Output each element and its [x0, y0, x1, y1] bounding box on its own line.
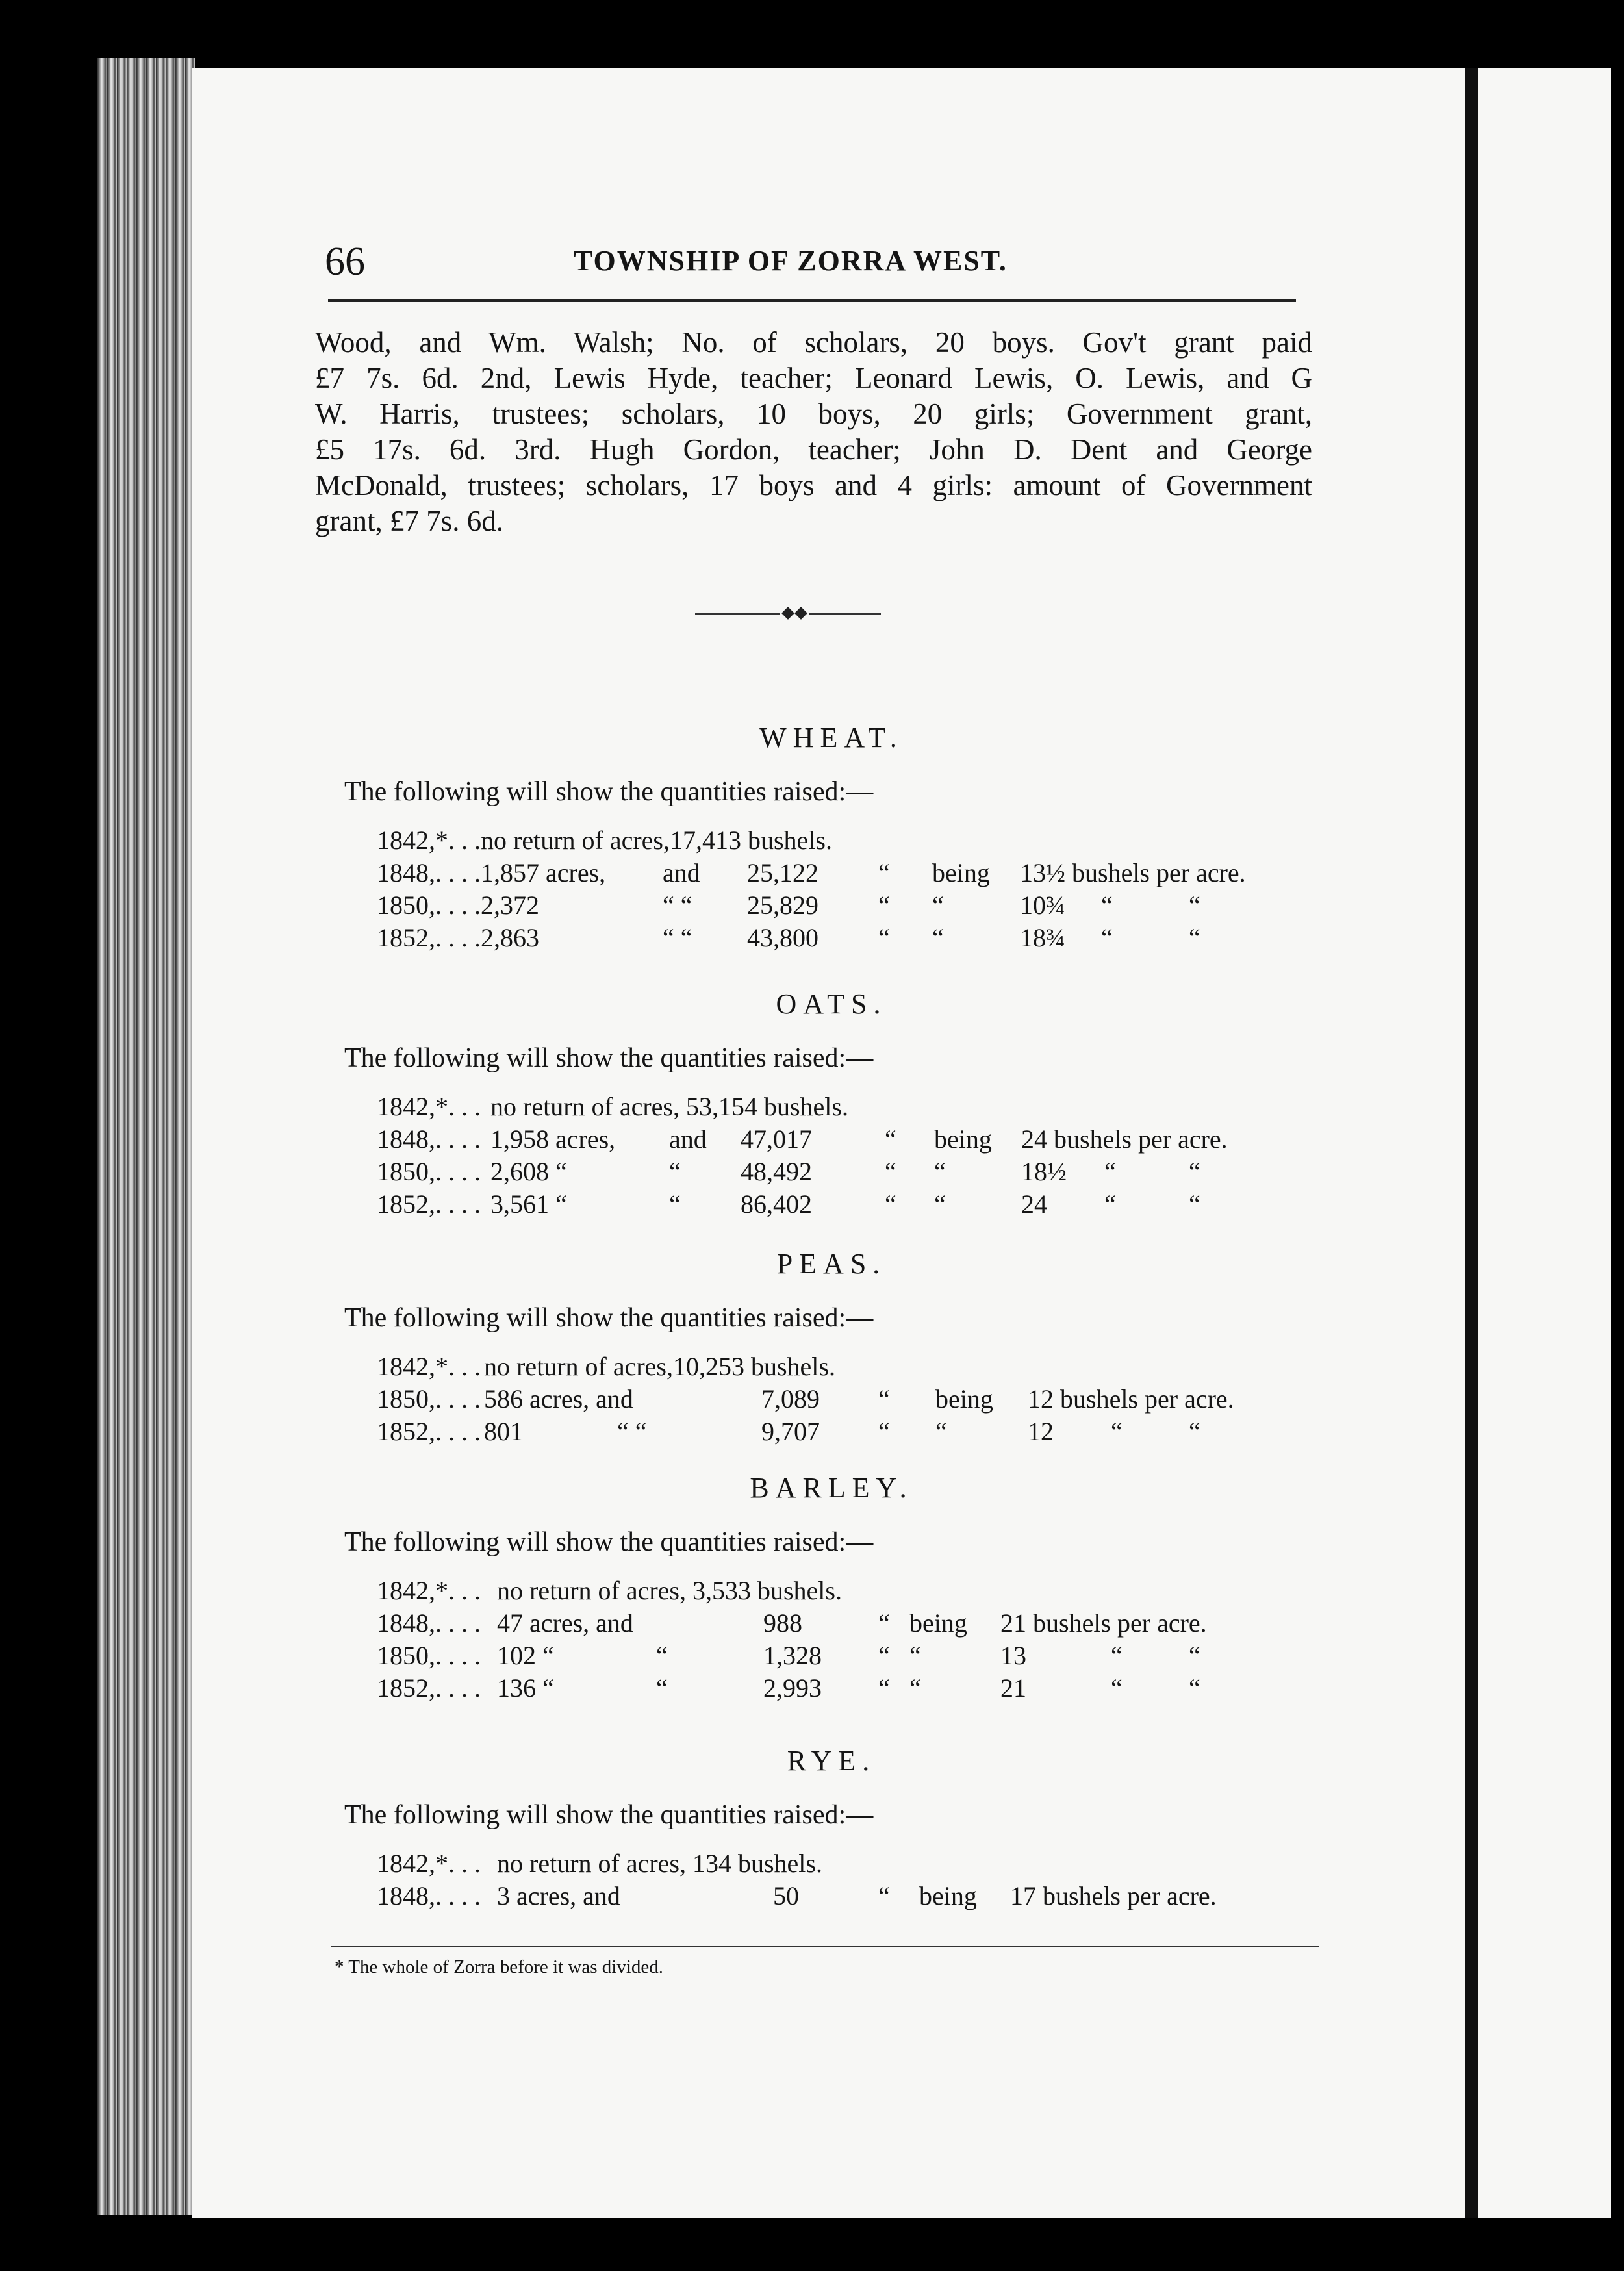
- row-and: “: [669, 1189, 681, 1219]
- row-acres: 136 “: [497, 1673, 554, 1703]
- row-rate: 17 bushels per acre.: [1010, 1881, 1217, 1910]
- row-bushels: 988: [763, 1608, 802, 1638]
- section-title: WHEAT.: [759, 722, 904, 754]
- row-rate: 13½ bushels per acre.: [1020, 858, 1246, 887]
- row-being: being: [932, 858, 990, 887]
- row-ditto: “: [878, 1384, 890, 1414]
- row-acres: 2,608 “: [490, 1157, 567, 1186]
- footnote-rule: [331, 1946, 1319, 1947]
- row-acres: 1,958 acres,: [490, 1124, 616, 1154]
- row-and: “ “: [617, 1417, 647, 1446]
- paragraph-line: grant, £7 7s. 6d.: [315, 505, 503, 537]
- row-d1: “: [1111, 1417, 1123, 1446]
- header-rule: [328, 299, 1296, 302]
- section-intro: The following will show the quantities raised:—: [344, 1303, 874, 1333]
- row-ditto: “: [878, 1641, 890, 1670]
- row-d2: “: [1189, 891, 1200, 920]
- data-row: [344, 1189, 1319, 1221]
- row-d2: “: [1189, 1417, 1200, 1446]
- row-rate: 13: [1000, 1641, 1026, 1670]
- row-being: “: [909, 1673, 921, 1703]
- row-d2: “: [1189, 1157, 1200, 1186]
- section-intro: The following will show the quantities raised:—: [344, 777, 874, 807]
- data-row: [344, 1640, 1319, 1673]
- row-ditto: “: [878, 891, 890, 920]
- page-gutter: [1465, 68, 1478, 2218]
- book-spine-edge: [97, 58, 195, 2215]
- section-title: OATS.: [776, 988, 887, 1020]
- data-row: [344, 857, 1319, 890]
- row-d2: “: [1189, 1673, 1200, 1703]
- row-acres: 102 “: [497, 1641, 554, 1670]
- row-rate: 18¾: [1020, 923, 1065, 952]
- section-title: RYE.: [787, 1745, 876, 1777]
- row-being: “: [934, 1157, 946, 1186]
- row-year: 1842,*. . .: [377, 1849, 481, 1878]
- row-year: 1850,. . . .: [377, 1157, 481, 1186]
- row-rate: 21: [1000, 1673, 1026, 1703]
- data-row: [344, 1351, 1319, 1384]
- school-paragraph: [315, 325, 1312, 539]
- row-year: 1842,*. . .: [377, 1092, 481, 1121]
- row-d1: “: [1104, 1157, 1116, 1186]
- row-year: 1848,. . . .: [377, 1124, 481, 1154]
- row-ditto: “: [878, 923, 890, 952]
- row-year: 1848,. . . .: [377, 858, 481, 887]
- row-acres: 3,561 “: [490, 1189, 567, 1219]
- row-and: “: [669, 1157, 681, 1186]
- row-and: “: [656, 1641, 668, 1670]
- row-and: “: [656, 1673, 668, 1703]
- row-d1: “: [1111, 1673, 1123, 1703]
- row-ditto: “: [885, 1189, 896, 1219]
- row-being: “: [932, 891, 944, 920]
- row-year: 1842,*. . .: [377, 1576, 481, 1605]
- row-bushels: 7,089: [761, 1384, 820, 1414]
- row-bushels: 50: [773, 1881, 799, 1910]
- section-ornament: [695, 604, 890, 624]
- row-rate: 12 bushels per acre.: [1028, 1384, 1234, 1414]
- row-acres: 3 acres, and: [497, 1881, 620, 1910]
- row-ditto: “: [885, 1157, 896, 1186]
- row-rate: 24 bushels per acre.: [1021, 1124, 1228, 1154]
- page-number: 66: [325, 240, 365, 284]
- row-bushels: 86,402: [741, 1189, 812, 1219]
- row-acres: 47 acres, and: [497, 1608, 633, 1638]
- row-and: and: [669, 1124, 707, 1154]
- data-row: [344, 1848, 1319, 1881]
- row-d2: “: [1189, 1641, 1200, 1670]
- footnote: * The whole of Zorra before it was divided.: [335, 1957, 663, 1977]
- row-ditto: “: [885, 1124, 896, 1154]
- data-row: [344, 1156, 1319, 1189]
- data-row: [344, 1416, 1319, 1449]
- paragraph-line: McDonald, trustees; scholars, 17 boys and 4 girls: amount of Government: [315, 469, 1312, 501]
- row-year: 1848,. . . .: [377, 1881, 481, 1910]
- data-row: [344, 1384, 1319, 1416]
- section-intro: The following will show the quantities raised:—: [344, 1800, 874, 1830]
- data-row: [344, 1673, 1319, 1705]
- section-intro: The following will show the quantities raised:—: [344, 1527, 874, 1557]
- section-intro: The following will show the quantities raised:—: [344, 1043, 874, 1073]
- row-being: being: [919, 1881, 977, 1910]
- row-ditto: “: [878, 1608, 890, 1638]
- row-year: 1852,. . . .: [377, 1417, 481, 1446]
- row-being: being: [935, 1384, 993, 1414]
- row-rate: 10¾: [1020, 891, 1065, 920]
- row-bushels: 1,328: [763, 1641, 822, 1670]
- row-being: “: [935, 1417, 947, 1446]
- data-row: [344, 1608, 1319, 1640]
- data-row: [344, 825, 1319, 857]
- row-being: being: [934, 1124, 992, 1154]
- section-title: PEAS.: [776, 1248, 887, 1280]
- facing-page-edge: [1478, 68, 1611, 2218]
- page-header: [325, 239, 1338, 285]
- row-ditto: “: [878, 1417, 890, 1446]
- row-d1: “: [1111, 1641, 1123, 1670]
- row-d2: “: [1189, 923, 1200, 952]
- row-year: 1852,. . . .: [377, 1673, 481, 1703]
- row-year: 1852,. . . .: [377, 1189, 481, 1219]
- data-row: [344, 890, 1319, 922]
- row-rate: 21 bushels per acre.: [1000, 1608, 1207, 1638]
- running-head: TOWNSHIP OF ZORRA WEST.: [574, 245, 1008, 277]
- row-acres: no return of acres, 53,154 bushels.: [490, 1092, 848, 1121]
- row-acres: no return of acres, 134 bushels.: [497, 1849, 822, 1878]
- row-acres: no return of acres,17,413 bushels.: [481, 826, 832, 855]
- row-year: 1842,*. . .: [377, 826, 481, 855]
- row-d1: “: [1104, 1189, 1116, 1219]
- row-year: 1842,*. . .: [377, 1352, 481, 1381]
- row-acres: 2,372: [481, 891, 539, 920]
- row-d2: “: [1189, 1189, 1200, 1219]
- section-title: BARLEY.: [750, 1472, 913, 1504]
- row-bushels: 25,122: [747, 858, 818, 887]
- row-bushels: 2,993: [763, 1673, 822, 1703]
- row-acres: 586 acres, and: [484, 1384, 633, 1414]
- row-acres: no return of acres, 3,533 bushels.: [497, 1576, 842, 1605]
- row-rate: 18½: [1021, 1157, 1067, 1186]
- data-row: [344, 1881, 1319, 1913]
- row-bushels: 48,492: [741, 1157, 812, 1186]
- paragraph-line: £5 17s. 6d. 3rd. Hugh Gordon, teacher; John D. Dent and George: [315, 433, 1312, 466]
- row-bushels: 25,829: [747, 891, 818, 920]
- row-ditto: “: [878, 1673, 890, 1703]
- data-row: [344, 1124, 1319, 1156]
- paragraph-line: Wood, and Wm. Walsh; No. of scholars, 20 boys. Gov't grant paid: [315, 326, 1312, 359]
- data-row: [344, 1575, 1319, 1608]
- paragraph-line: £7 7s. 6d. 2nd, Lewis Hyde, teacher; Leonard Lewis, O. Lewis, and G: [315, 362, 1312, 394]
- row-rate: 24: [1021, 1189, 1047, 1219]
- row-being: “: [909, 1641, 921, 1670]
- row-bushels: 43,800: [747, 923, 818, 952]
- row-being: “: [932, 923, 944, 952]
- row-and: “ “: [663, 923, 692, 952]
- data-row: [344, 922, 1319, 955]
- row-acres: no return of acres,10,253 bushels.: [484, 1352, 835, 1381]
- row-acres: 801: [484, 1417, 523, 1446]
- row-bushels: 9,707: [761, 1417, 820, 1446]
- row-year: 1850,. . . .: [377, 1384, 481, 1414]
- row-year: 1852,. . . .: [377, 923, 481, 952]
- row-ditto: “: [878, 858, 890, 887]
- row-d1: “: [1101, 923, 1113, 952]
- row-bushels: 47,017: [741, 1124, 812, 1154]
- row-year: 1850,. . . .: [377, 891, 481, 920]
- row-rate: 12: [1028, 1417, 1054, 1446]
- row-ditto: “: [878, 1881, 890, 1910]
- data-row: [344, 1091, 1319, 1124]
- row-and: “ “: [663, 891, 692, 920]
- paragraph-line: W. Harris, trustees; scholars, 10 boys, 20 girls; Government grant,: [315, 398, 1312, 430]
- row-year: 1850,. . . .: [377, 1641, 481, 1670]
- row-being: “: [934, 1189, 946, 1219]
- row-d1: “: [1101, 891, 1113, 920]
- row-acres: 1,857 acres,: [481, 858, 606, 887]
- row-and: and: [663, 858, 700, 887]
- row-being: being: [909, 1608, 967, 1638]
- row-year: 1848,. . . .: [377, 1608, 481, 1638]
- row-acres: 2,863: [481, 923, 539, 952]
